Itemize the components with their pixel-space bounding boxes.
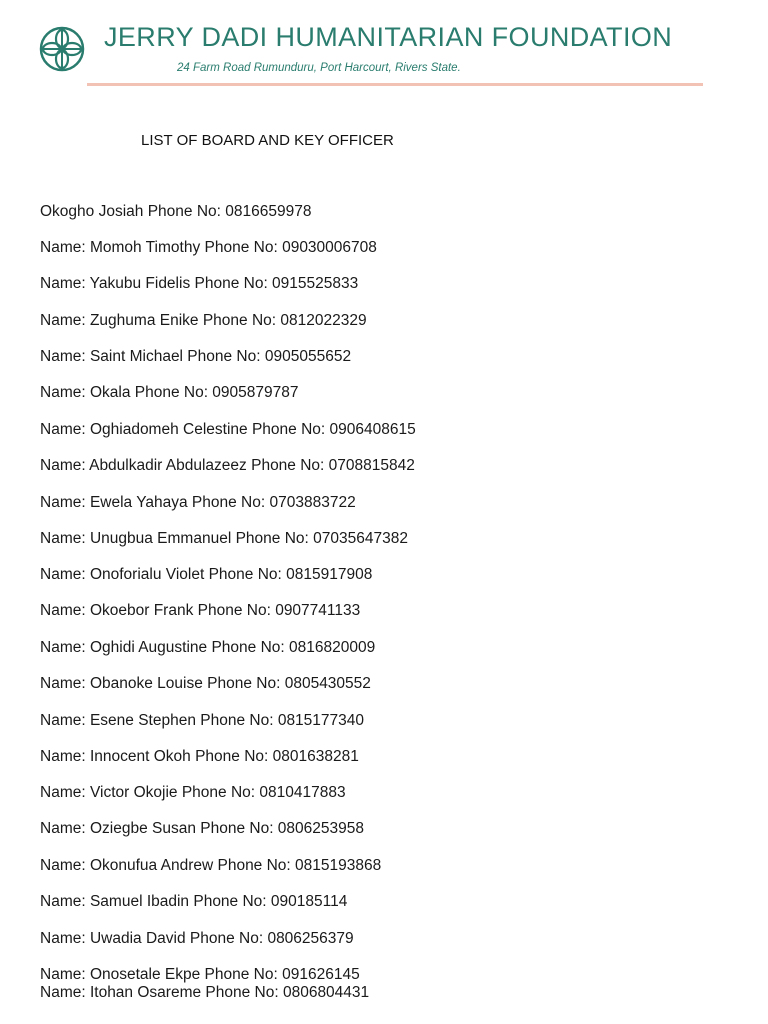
document-heading: LIST OF BOARD AND KEY OFFICER (141, 132, 394, 149)
officer-entry: Name: Yakubu Fidelis Phone No: 0915525833 (40, 275, 359, 292)
officer-entry: Name: Samuel Ibadin Phone No: 090185114 (40, 893, 348, 910)
officer-entry: Name: Obanoke Louise Phone No: 0805430552 (40, 675, 371, 692)
officer-entry: Name: Victor Okojie Phone No: 0810417883 (40, 784, 346, 801)
officer-entry: Name: Oziegbe Susan Phone No: 0806253958 (40, 820, 365, 837)
officer-entry: Name: Uwadia David Phone No: 0806256379 (40, 930, 354, 947)
officer-entry: Name: Onosetale Ekpe Phone No: 091626145 (40, 966, 360, 983)
officer-entry: Okogho Josiah Phone No: 0816659978 (40, 203, 312, 220)
officer-entry: Name: Unugbua Emmanuel Phone No: 07035647382 (40, 530, 408, 547)
officer-entry: Name: Okonufua Andrew Phone No: 0815193868 (40, 857, 382, 874)
officer-entry: Name: Ewela Yahaya Phone No: 0703883722 (40, 494, 356, 511)
officer-entry: Name: Oghiadomeh Celestine Phone No: 0906408615 (40, 421, 416, 438)
officer-entry: Name: Abdulkadir Abdulazeez Phone No: 0708815842 (40, 457, 415, 474)
officer-entry: Name: Onoforialu Violet Phone No: 0815917908 (40, 566, 373, 583)
organization-address: 24 Farm Road Rumunduru, Port Harcourt, Rivers State. (177, 62, 461, 74)
officer-entry: Name: Momoh Timothy Phone No: 09030006708 (40, 239, 377, 256)
officer-entry: Name: Zughuma Enike Phone No: 0812022329 (40, 312, 367, 329)
officer-entry: Name: Innocent Okoh Phone No: 0801638281 (40, 748, 359, 765)
officer-entry: Name: Okoebor Frank Phone No: 0907741133 (40, 602, 361, 619)
officer-entry: Name: Okala Phone No: 0905879787 (40, 384, 299, 401)
officer-entry: Name: Itohan Osareme Phone No: 0806804431 (40, 984, 370, 1001)
officer-entry: Name: Esene Stephen Phone No: 0815177340 (40, 712, 365, 729)
organization-name: JERRY DADI HUMANITARIAN FOUNDATION (104, 22, 673, 52)
officer-entry: Name: Oghidi Augustine Phone No: 0816820009 (40, 639, 376, 656)
header-divider (87, 83, 703, 86)
officer-entry: Name: Saint Michael Phone No: 0905055652 (40, 348, 352, 365)
foundation-logo-icon (38, 26, 86, 72)
